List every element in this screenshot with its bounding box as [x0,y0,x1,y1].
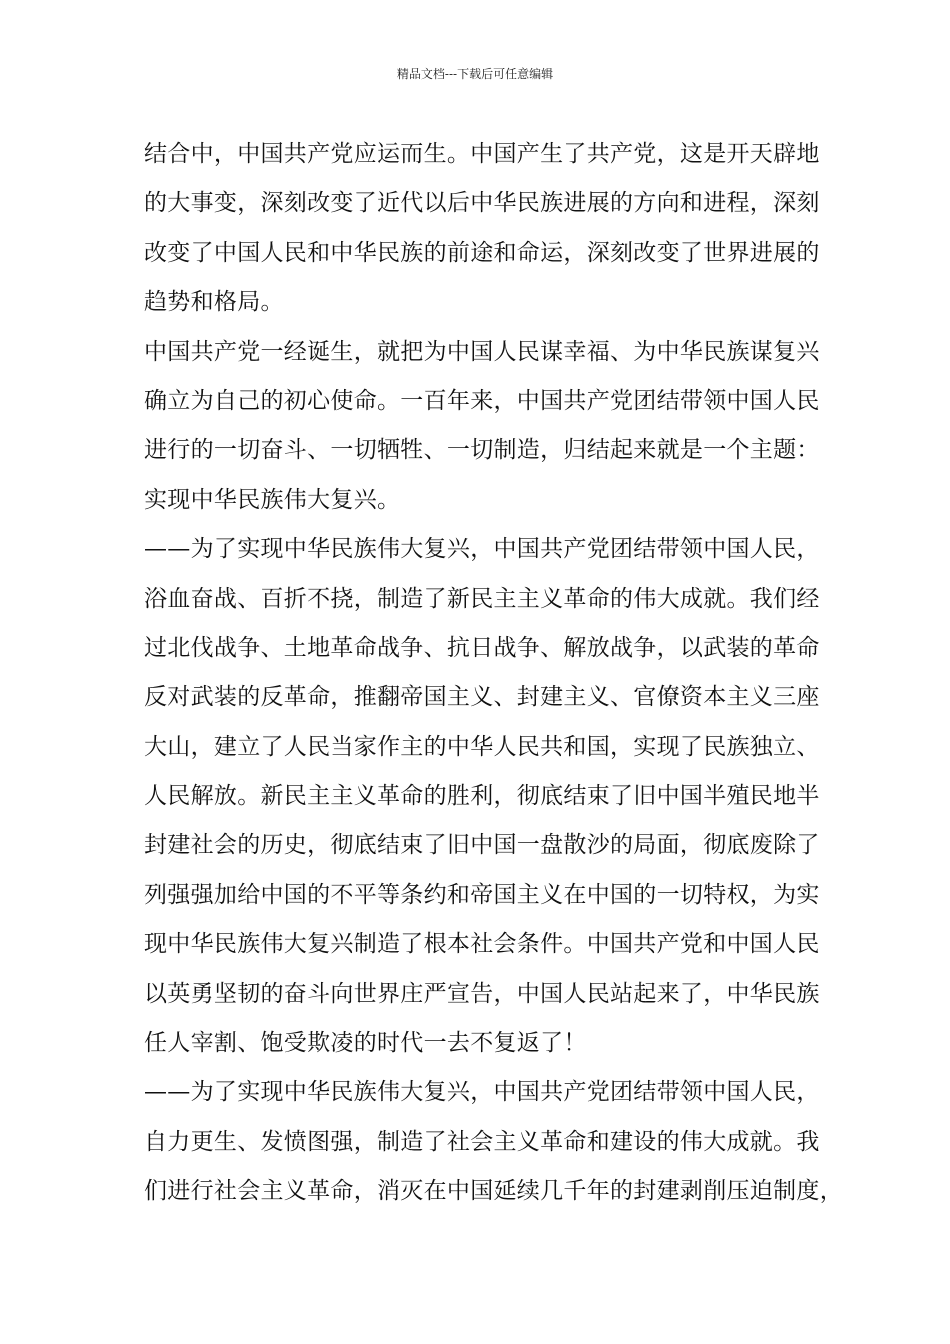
text-line: 浴血奋战、百折不挠，制造了新民主主义革命的伟大成就。我们经 [144,585,820,612]
text-line: 反对武装的反革命，推翻帝国主义、封建主义、官僚资本主义三座 [144,684,820,711]
text-line: 确立为自己的初心使命。一百年来，中国共产党团结带领中国人民 [144,387,820,414]
text-line: 大山，建立了人民当家作主的中华人民共和国，实现了民族独立、 [144,733,820,760]
text-line: 实现中华民族伟大复兴。 [144,486,401,513]
text-line: ——为了实现中华民族伟大复兴，中国共产党团结带领中国人民， [144,536,820,563]
text-line: 封建社会的历史，彻底结束了旧中国一盘散沙的局面，彻底废除了 [144,832,820,859]
text-line: ——为了实现中华民族伟大复兴，中国共产党团结带领中国人民， [144,1079,820,1106]
text-line: 过北伐战争、土地革命战争、抗日战争、解放战争，以武装的革命 [144,634,820,661]
text-line: 们进行社会主义革命，消灭在中国延续几千年的封建剥削压迫制度， [144,1178,843,1205]
text-line: 改变了中国人民和中华民族的前途和命运，深刻改变了世界进展的 [144,239,820,266]
text-line: 列强强加给中国的不平等条约和帝国主义在中国的一切特权，为实 [144,881,820,908]
document-body [144,130,843,1217]
page-header: 精品文档---下载后可任意编辑 [396,67,554,81]
text-line: 现中华民族伟大复兴制造了根本社会条件。中国共产党和中国人民 [144,931,820,958]
text-line: 人民解放。新民主主义革命的胜利，彻底结束了旧中国半殖民地半 [144,783,820,810]
text-line: 任人宰割、饱受欺凌的时代一去不复返了！ [144,1030,587,1057]
text-line: 趋势和格局。 [144,289,284,316]
text-line: 自力更生、发愤图强，制造了社会主义革命和建设的伟大成就。我 [144,1128,820,1155]
text-line: 以英勇坚韧的奋斗向世界庄严宣告，中国人民站起来了，中华民族 [144,980,820,1007]
text-line: 的大事变，深刻改变了近代以后中华民族进展的方向和进程，深刻 [144,190,820,217]
text-line: 中国共产党一经诞生，就把为中国人民谋幸福、为中华民族谋复兴 [144,338,820,365]
text-line: 进行的一切奋斗、一切牺牲、一切制造，归结起来就是一个主题： [144,437,820,464]
text-line: 结合中，中国共产党应运而生。中国产生了共产党，这是开天辟地 [144,141,820,167]
